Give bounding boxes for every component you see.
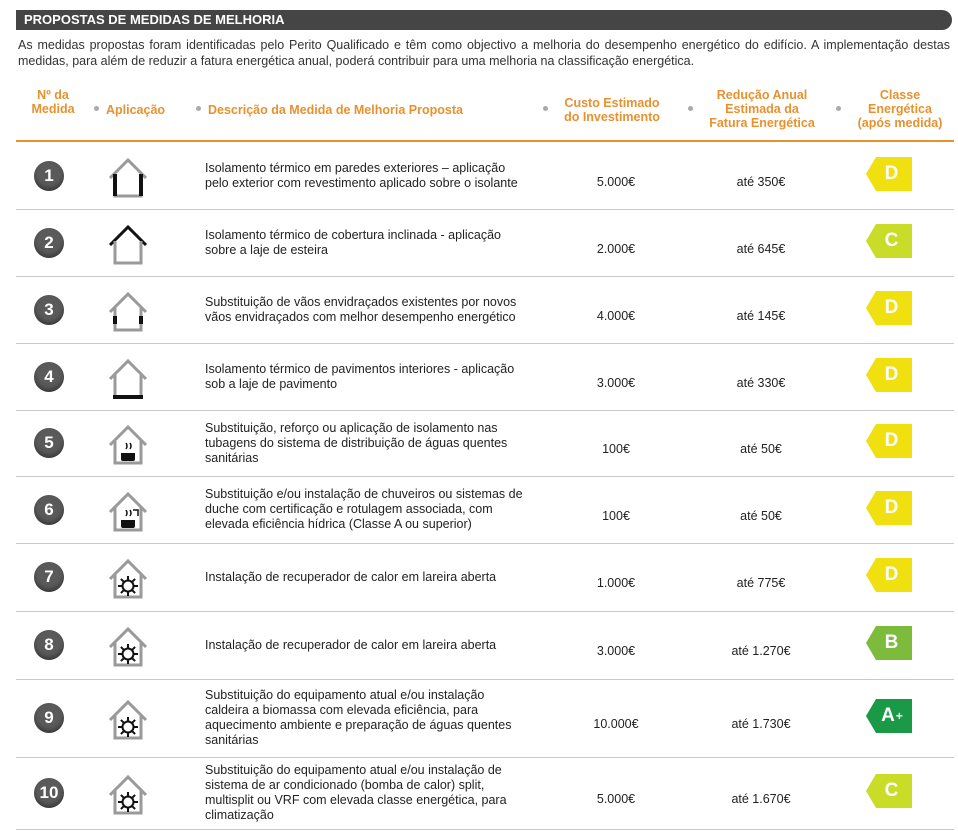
section-title: PROPOSTAS DE MEDIDAS DE MELHORIA [16,10,952,30]
measure-number: 4 [34,362,64,392]
house-windows-icon [104,286,152,334]
measure-description: Isolamento térmico de pavimentos interiores - aplicação sob a laje de pavimento [205,361,515,391]
measure-reduction: até 330€ [736,375,786,390]
table-row [16,611,954,680]
measure-cost: 10.000€ [593,717,639,731]
energy-class-badge [866,358,912,392]
measure-reduction: até 50€ [740,442,782,456]
measure-cost: 100€ [602,442,630,456]
table-row [16,142,954,210]
measure-description: Isolamento térmico de cobertura inclinada - aplicação sobre a laje de esteira [205,227,501,257]
measure-cost: 5.000€ [596,174,636,189]
measure-cost: 4.000€ [596,308,636,323]
header-separator-dot [543,106,548,111]
measure-reduction: até 645€ [736,241,786,256]
measure-description: Substituição, reforço ou aplicação de isolamento nas tubagens do sistema de distribuição de águas quentes sanitárias [205,420,508,465]
measure-reduction: até 775€ [736,576,786,590]
measure-reduction: até 145€ [736,308,786,323]
energy-class-label: D [884,430,899,451]
measure-cost: 1.000€ [596,576,636,590]
energy-class-badge [866,291,912,325]
house-shower-icon [104,486,152,534]
energy-class-label: D [884,296,899,318]
measure-cost: 2.000€ [596,241,636,256]
table-row [16,276,954,344]
measure-number: 3 [34,295,64,325]
measure-number: 5 [34,428,64,458]
measure-number: 1 [34,161,64,191]
energy-class-badge [866,699,912,733]
energy-class-badge [866,424,912,458]
energy-class-label: B [884,632,899,653]
table-row [16,679,954,758]
measure-reduction: até 1.670€ [731,792,791,806]
measure-cost: 3.000€ [596,644,636,658]
intro-paragraph: As medidas propostas foram identificadas pelo Perito Qualificado e têm como objectivo a melhoria do desempenho energético do edifício. A implementação destas medidas, para além de reduzir a fatura energética anual, poderá contribuir para uma melhoria na classificação energética. [18,38,950,68]
header-application: Aplicação [106,103,166,117]
measure-number: 2 [34,228,64,258]
energy-class-badge [866,491,912,525]
measure-description: Substituição do equipamento atual e/ou instalação de sistema de ar condicionado (bomba de calor) split, multisplit ou VRF com elevada classe energética, para climatização [205,763,507,822]
measure-cost: 3.000€ [596,375,636,390]
house-climate-equipment-icon [104,694,152,742]
energy-class-label: D [884,162,899,184]
table-row [16,209,954,277]
measure-reduction: até 1.730€ [731,717,791,731]
measure-number: 9 [34,703,64,733]
header-reduction: Redução Anual Estimada da Fatura Energética [709,88,815,130]
measure-reduction: até 50€ [740,508,782,523]
table-row [16,543,954,612]
house-climate-equipment-icon [104,553,152,601]
energy-class-label: D [884,496,899,518]
measure-description: Instalação de recuperador de calor em lareira aberta [205,569,497,584]
measure-number: 10 [34,778,64,808]
energy-class-badge [866,224,912,258]
energy-class-badge [866,774,912,808]
measure-reduction: até 1.270€ [731,644,791,658]
measure-reduction: até 350€ [736,174,786,189]
energy-class-label: A + [881,705,903,726]
energy-class-badge [866,558,912,592]
header-energy-class: Classe Energética (após medida) [857,88,943,130]
measure-description: Substituição e/ou instalação de chuveiros ou sistemas de duche com certificação e rotulagem associada, com elevada eficiência hídrica (Classe A ou superior) [205,487,523,531]
header-cost: Custo Estimado do Investimento [564,96,660,124]
measure-description: Substituição de vãos envidraçados existentes por novos vãos envidraçados com melhor desempenho energético [205,294,517,324]
table-row [16,410,954,477]
measure-number: 6 [34,495,64,525]
measure-description: Instalação de recuperador de calor em lareira aberta [205,637,497,652]
measure-description: Isolamento térmico em paredes exteriores – aplicação pelo exterior com revestimento aplicado sobre o isolante [205,160,518,190]
table-row [16,476,954,544]
measure-cost: 100€ [602,508,630,523]
header-separator-dot [688,106,693,111]
measure-cost: 5.000€ [596,792,636,806]
header-separator-dot [94,106,99,111]
house-hot-water-icon [104,419,152,467]
table-row [16,343,954,411]
header-description: Descrição da Medida de Melhoria Proposta [208,103,463,117]
table-row [16,757,954,830]
house-walls-insulation-icon [104,152,152,200]
header-separator-dot [196,106,201,111]
house-roof-insulation-icon [104,219,152,267]
measure-description: Substituição do equipamento atual e/ou instalação caldeira a biomassa com elevada eficiência, para aquecimento ambiente e preparação de águas quentes sanitárias [205,688,512,747]
measure-number: 8 [34,630,64,660]
header-measure-number: Nº da Medida [31,88,75,116]
energy-class-badge [866,157,912,191]
energy-class-badge [866,626,912,660]
house-floor-insulation-icon [104,353,152,401]
house-climate-equipment-icon [104,769,152,817]
house-climate-equipment-icon [104,621,152,669]
energy-class-label: D [884,363,899,385]
energy-class-label: C [884,229,899,251]
header-separator-dot [836,106,841,111]
energy-class-label: D [884,564,899,585]
measure-number: 7 [34,562,64,592]
energy-class-label: C [884,780,899,801]
